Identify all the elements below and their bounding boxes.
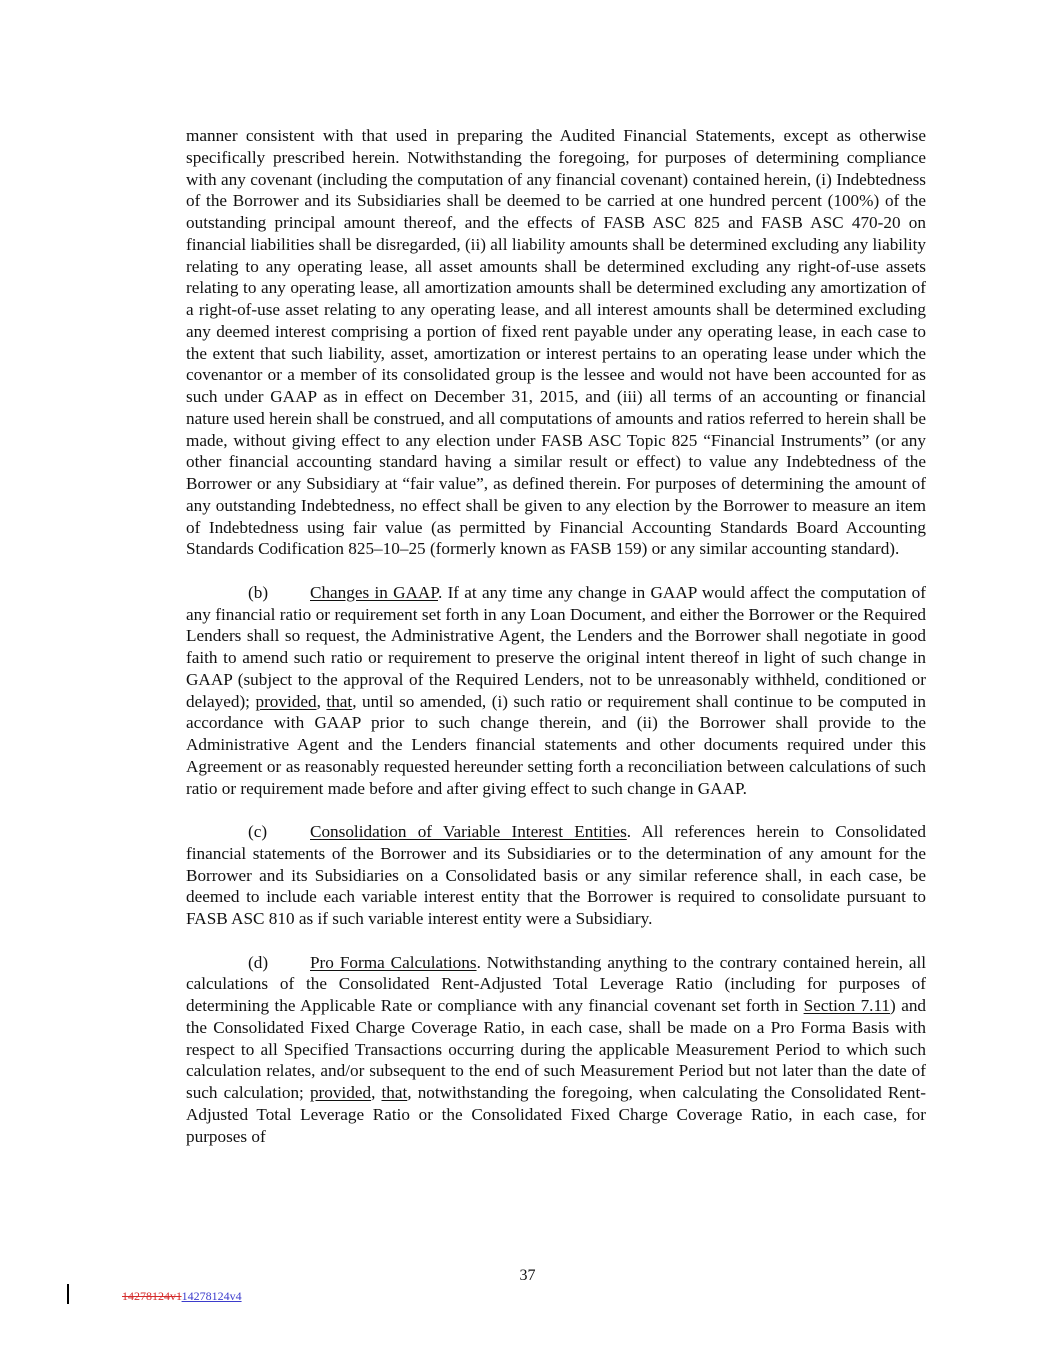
paragraph-d-that: that [381,1083,408,1102]
paragraph-c [186,821,926,930]
paragraph-a-continuation [186,125,926,560]
doc-id-inserted: 14278124v4 [181,1289,242,1303]
paragraph-c-label: (c) [248,822,268,841]
paragraph-c-text: . All references herein to Consolidated financial statements of the Borrower and its Subsidiaries or to the determination of any amount for the Borrower and its Subsidiaries on a Consolidated basis or any similar reference shall, in each case, be deemed to include each variable interest entity that the Borrower is required to consolidate pursuant to FASB ASC 810 as if such variable interest entity were a Subsidiary. [186,822,926,928]
paragraph-d-comma: , [371,1083,382,1102]
paragraph-d-heading: Pro Forma Calculations [310,952,477,972]
paragraph-b [186,582,926,800]
document-id [122,1289,242,1304]
paragraph-d-label: (d) [248,952,269,972]
document-body [186,125,926,1147]
paragraph-b-heading: Changes in GAAP [310,582,438,602]
paragraph-b-comma: , [316,691,327,711]
revision-change-bar [67,1284,69,1304]
doc-id-deleted: 14278124v1 [122,1289,182,1303]
paragraph-b-provided: provided [255,691,317,711]
paragraph-d-text-3: , notwithstanding the foregoing, when calculating the Consolidated Rent-Adjusted Total Leverage Ratio or the Consolidated Fixed Charge Coverage Ratio, in each case, for purposes of [186,1083,927,1146]
paragraph-b-that: that [326,691,353,711]
paragraph-d-text-2: ) and the Consolidated Fixed Charge Coverage Ratio, in each case, shall be made on a Pro Forma Basis with respect to all Specified Transactions occurring during the applicable Measurement Period to which such calculation relates, and/or subsequent to the end of such Measurement Period but not later than the date of such calculation; [186,996,927,1102]
paragraph-d-provided: provided [309,1083,372,1102]
paragraph-d [186,952,926,1148]
page-number: 37 [519,1267,536,1284]
paragraph-b-label: (b) [248,582,269,602]
paragraph-d-text-1: . Notwithstanding anything to the contrary contained herein, all calculations of the Consolidated Rent-Adjusted Total Leverage Ratio (including for purposes of determining the Applicable Rate or compliance with any financial covenant set forth in [186,952,926,1015]
paragraph-a-text: manner consistent with that used in preparing the Audited Financial Statements, except as otherwise specifically prescribed herein. Notwithstanding the foregoing, for purposes of determining compliance with any covenant (including the computation of any financial covenant) contained herein, (i) Indebtedness of the Borrower and its Subsidiaries shall be deemed to be carried at one hundred percent (100%) of the outstanding principal amount thereof, and the effects of FASB ASC 825 and FASB ASC 470-20 on financial liabilities shall be disregarded, (ii) all liability amounts shall be determined excluding any liability relating to any operating lease, all asset amounts shall be determined excluding any right-of-use assets relating to any operating lease, all amortization amounts shall be determined excluding any amortization of a right-of-use asset relating to any operating lease, and all interest amounts shall be determined excluding any deemed interest comprising a portion of fixed rent payable under any operating lease, in each case to the extent that such liability, asset, amortization or interest pertains to an operating lease under which the covenantor or a member of its consolidated group is the lessee and would not have been accounted for as such under GAAP as in effect on December 31, 2015, and (iii) all terms of an accounting or financial nature used herein shall be construed, and all computations of amounts and ratios referred to herein shall be made, without giving effect to any election under FASB ASC Topic 825 “Financial Instruments” (or any other financial accounting standard having a similar result or effect) to value any Indebtedness of the Borrower or any Subsidiary at “fair value”, as defined therein. For purposes of determining the amount of any outstanding Indebtedness, no effect shall be given to any election by the Borrower to measure an item of Indebtedness using fair value (as permitted by Financial Accounting Standards Board Accounting Standards Codification 825–10–25 (formerly known as FASB 159) or any similar accounting standard). [186,126,926,559]
paragraph-b-text-2: , until so amended, (i) such ratio or requirement shall continue to be computed in accordance with GAAP prior to such change therein, and (ii) the Borrower shall provide to the Administrative Agent and the Lenders financial statements and other documents required under this Agreement or as reasonably requested hereunder setting forth a reconciliation between calculations of such ratio or requirement made before and after giving effect to such change in GAAP. [186,691,926,798]
paragraph-c-heading: Consolidation of Variable Interest Entities [310,822,627,841]
section-reference-link[interactable]: Section 7.11 [803,996,891,1015]
paragraph-b-text-1: . If at any time any change in GAAP would affect the computation of any financial ratio or requirement set forth in any Loan Document, and either the Borrower or the Required Lenders shall so request, the Administrative Agent, the Lenders and the Borrower shall negotiate in good faith to amend such ratio or requirement to preserve the original intent thereof in light of such change in GAAP (subject to the approval of the Required Lenders, not to be unreasonably withheld, conditioned or delayed); [186,582,927,711]
